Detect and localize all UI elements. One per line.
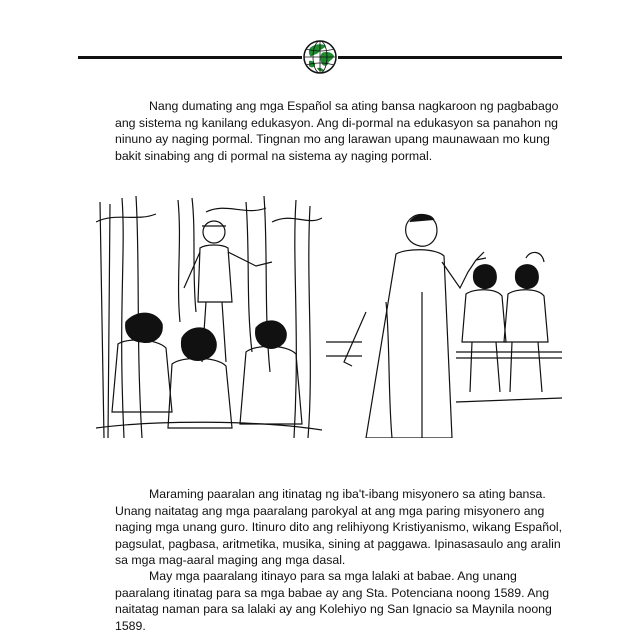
header-rule-left [78, 56, 302, 59]
paaralan-paragraph [115, 486, 565, 569]
friar-class-illustration [326, 192, 562, 438]
forest-class-illustration [96, 192, 322, 438]
lalaki-babae-paragraph [115, 568, 565, 634]
intro-text: Nang dumating ang mga Español sa ating bansa nagkaroon ng pagbabago ang sistema ng kanilang edukasyon. Ang di-pormal na edukasyon sa panahon ng ninuno ay naging pormal. Tingnan mo ang larawan upang maunawaan mo kung bakit sinabing ang di pormal na sistema ay naging pormal. [115, 99, 559, 163]
header-rule-right [338, 56, 562, 59]
lalaki-babae-text: May mga paaralang itinayo para sa mga lalaki at babae. Ang unang paaralang itinatag para sa mga babae ay ang Sta. Potenciana noong 1589. Ang naitatag naman para sa lalaki ay ang Kolehiyo ng San Ignacio sa Maynila noong 1589. [115, 569, 552, 633]
intro-paragraph [115, 98, 565, 164]
globe-icon [302, 38, 338, 76]
paaralan-text: Maraming paaralan ang itinatag ng iba't-ibang misyonero sa ating bansa. Unang naitatag ang mga paaralang parokyal at ang mga paring misyonero ang naging mga unang guro. Itinuro dito ang relihiyong Kristiyanismo, wikang Español, pagsulat, pagbasa, aritmetika, musika, sining at paggawa. Ipinasasaulo ang aralin sa mga mag-aaral maging ang mga dasal. [115, 487, 563, 568]
